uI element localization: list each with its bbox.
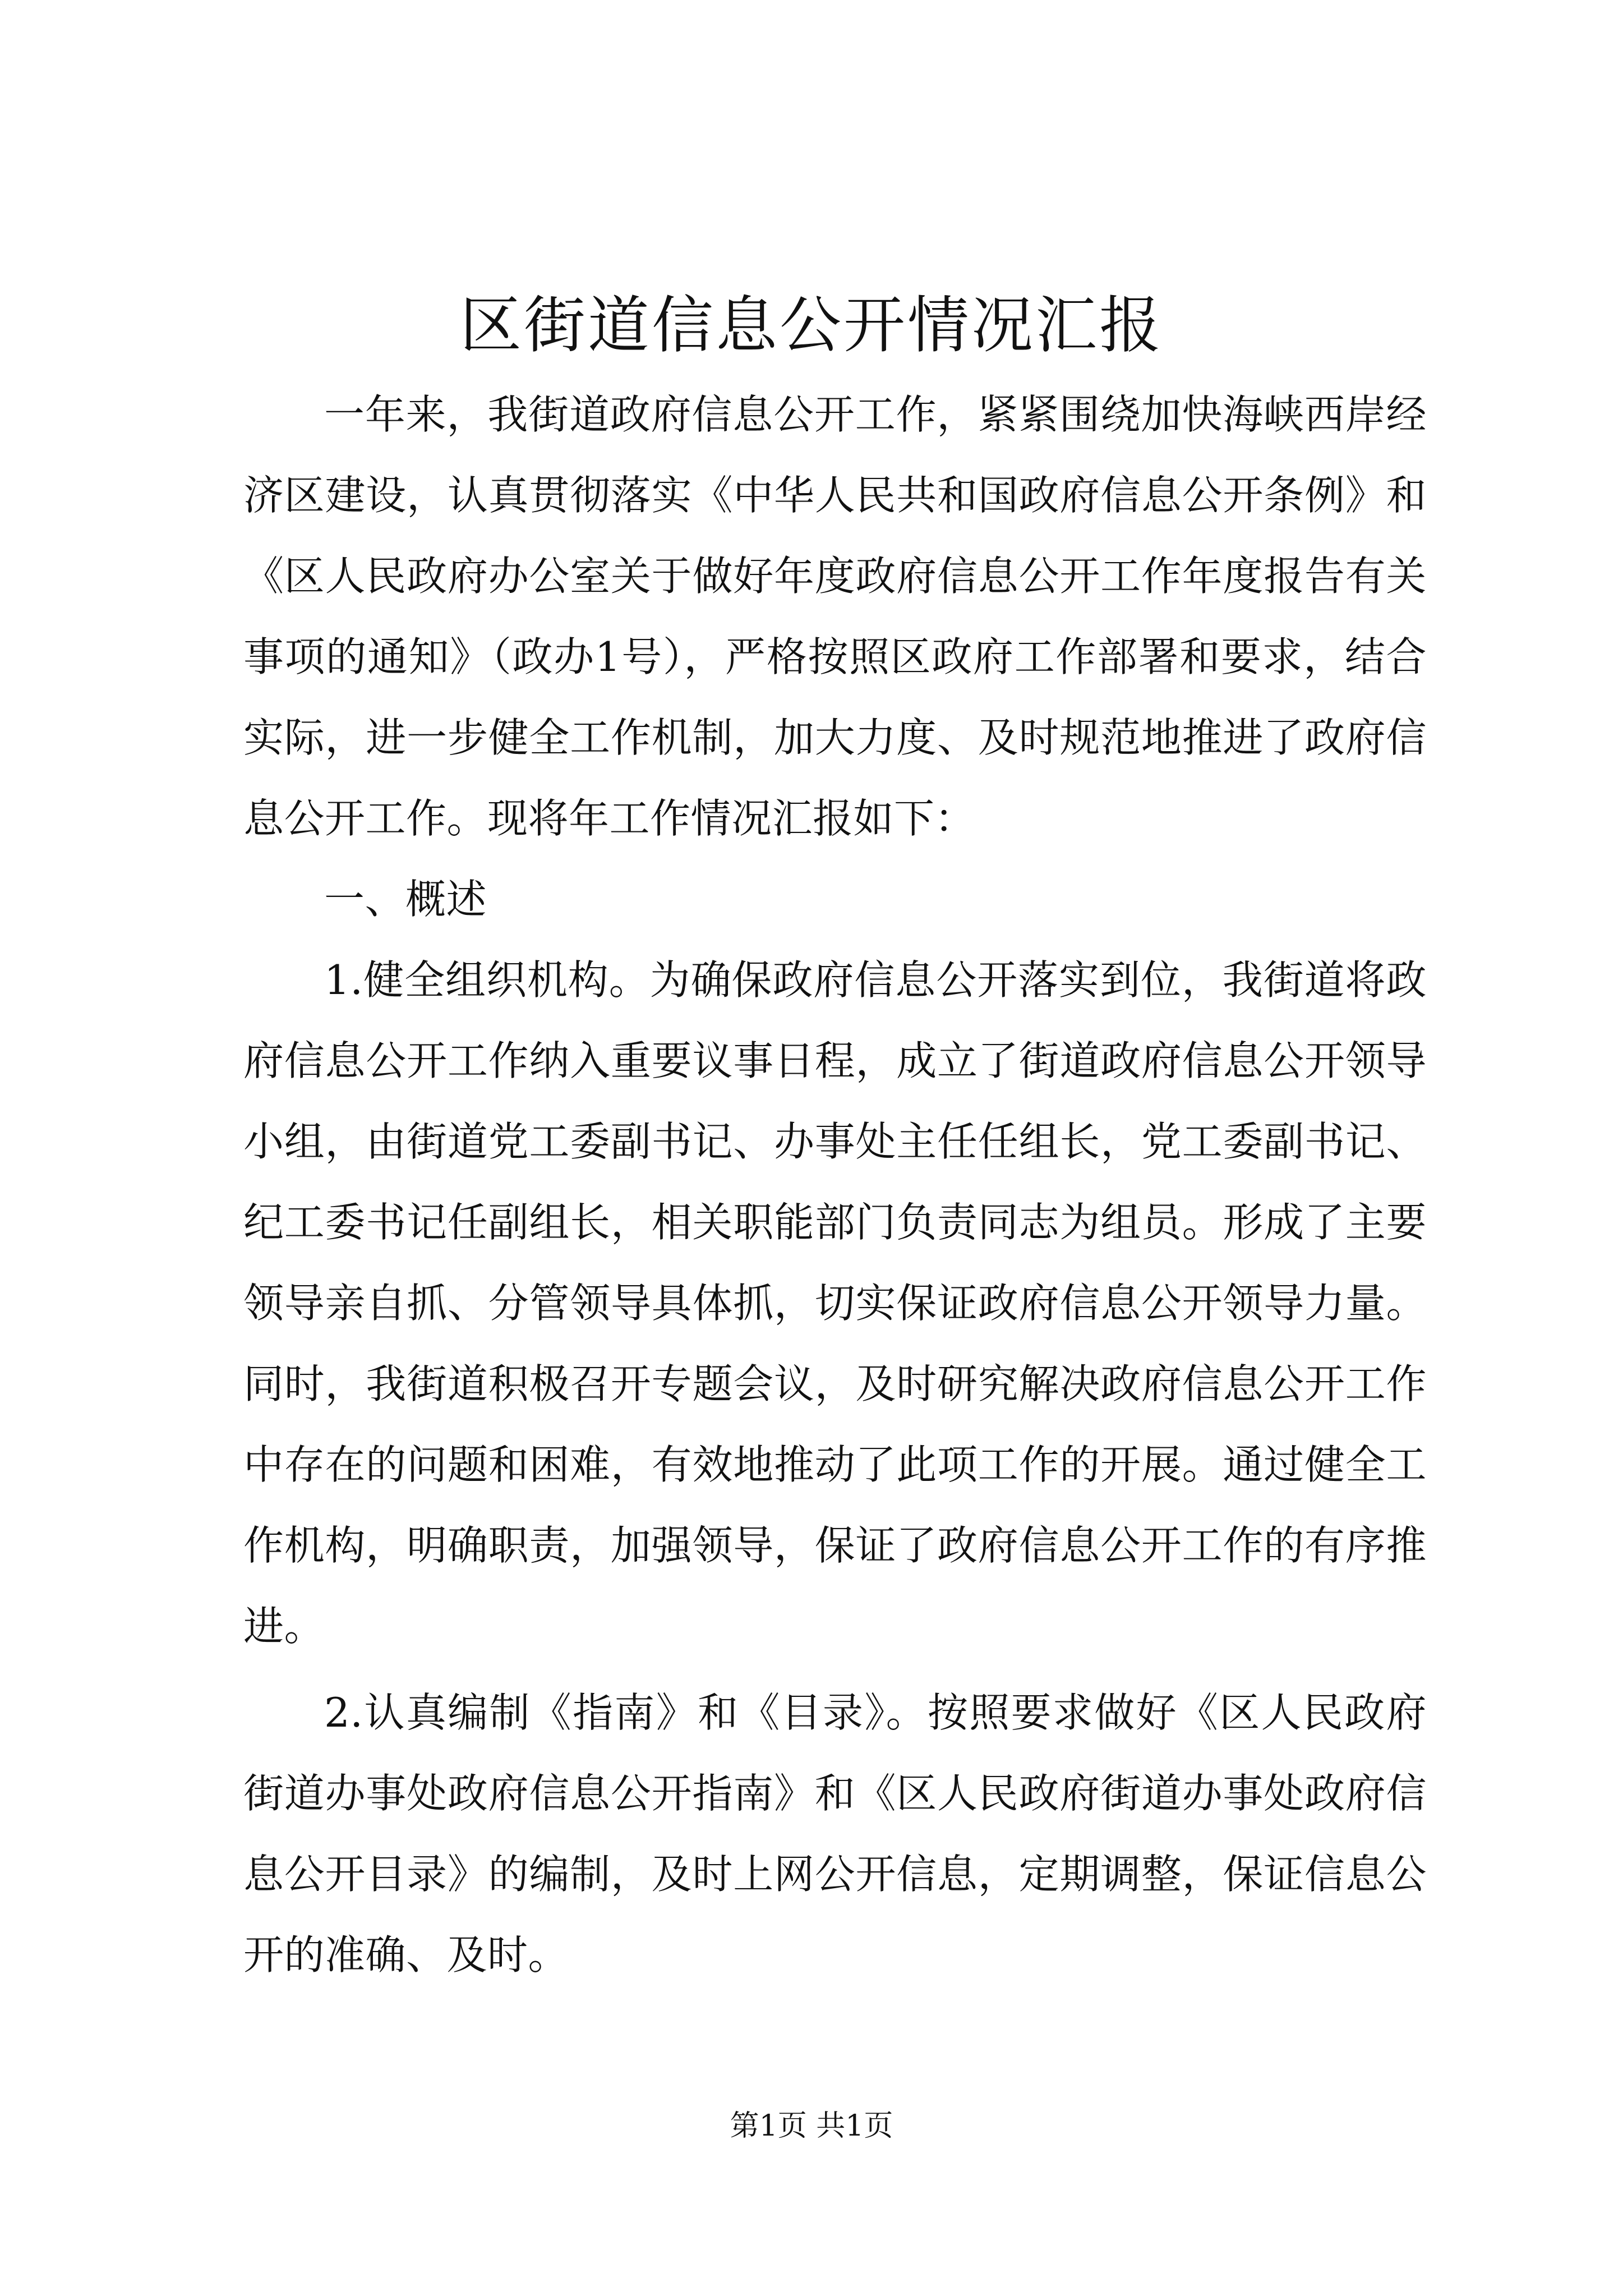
intro-paragraph: 一年来，我街道政府信息公开工作，紧紧围绕加快海峡西岸经济区建设，认真贯彻落实《中华人民共和国政府信息公开条例》和《区人民政府办公室关于做好年度政府信息公开工作年度报告有关事项的通知》（政办1号），严格按照区政府工作部署和要求，结合实际，进一步健全工作机制，加大力度、及时规范地推进了政府信息公开工作。现将年工作情况汇报如下：	[243, 391, 1427, 842]
page-footer: 第1页 共1页	[730, 2109, 893, 2143]
paragraph-organization: 1.健全组织机构。为确保政府信息公开落实到位，我街道将政府信息公开工作纳入重要议事日程，成立了街道政府信息公开领导小组，由街道党工委副书记、办事处主任任组长，党工委副书记、纪工委书记任副组长，相关职能部门负责同志为组员。形成了主要领导亲自抓、分管领导具体抓，切实保证政府信息公开领导力量。同时，我街道积极召开专题会议，及时研究解决政府信息公开工作中存在的问题和困难，有效地推动了此项工作的开展。通过健全工作机构，明确职责，加强领导，保证了政府信息公开工作的有序推进。	[243, 956, 1427, 1650]
section-heading-overview: 一、概述	[324, 876, 487, 923]
document-body	[243, 374, 1427, 1995]
paragraph-guide-catalog: 2.认真编制《指南》和《目录》。按照要求做好《区人民政府街道办事处政府信息公开指南》和《区人民政府街道办事处政府信息公开目录》的编制，及时上网公开信息，定期调整，保证信息公开的准确、及时。	[243, 1689, 1427, 1978]
document-title: 区街道信息公开情况汇报	[460, 289, 1163, 361]
